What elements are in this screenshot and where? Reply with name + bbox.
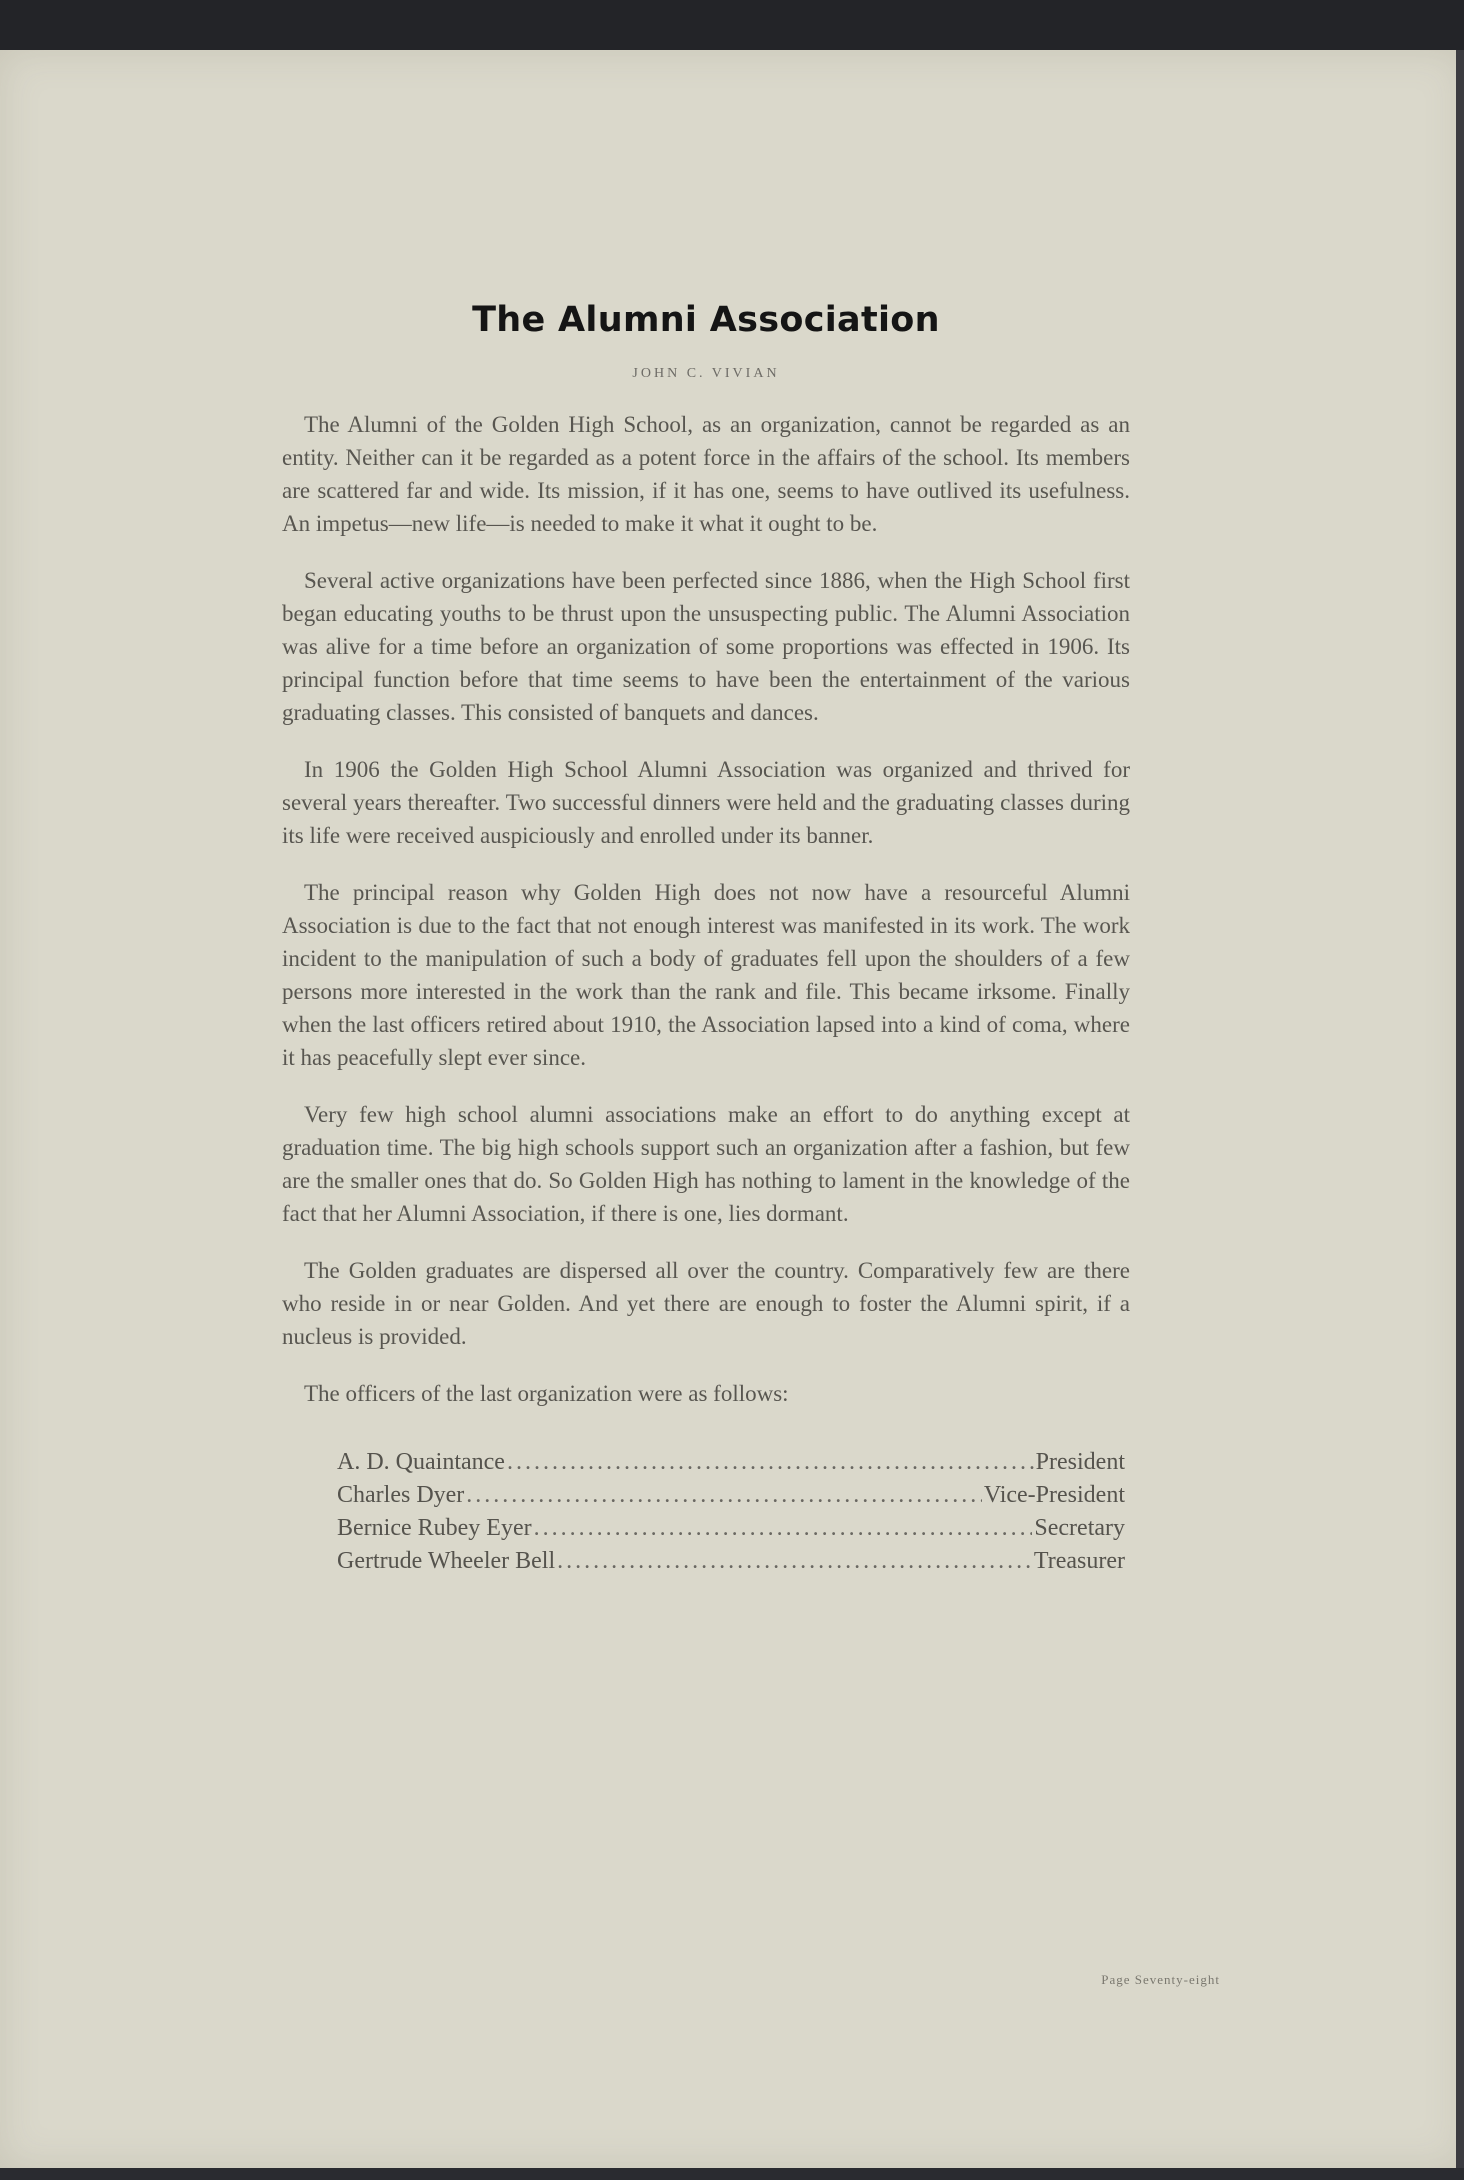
author-byline: JOHN C. VIVIAN (632, 366, 780, 381)
paragraph: Several active organizations have been perfected since 1886, when the High School first began educating youths to be thrust upon the unsuspecting public. The Alumni Association was alive for a time before an organization of some proportions was effected in 1906. Its principal function before that time seems to have been the entertainment of the various graduating classes. This consisted of banquets and dances. (282, 568, 1130, 725)
officer-role: Secretary (1034, 1515, 1125, 1541)
officer-name: A. D. Quaintance (337, 1449, 505, 1475)
article-title: The Alumni Association (472, 300, 940, 340)
officer-role: President (1035, 1449, 1125, 1475)
paragraph: The principal reason why Golden High does not now have a resourceful Alumni Association is due to the fact that not enough interest was manifested in its work. The work incident to the manipulation of such a body of graduates fell upon the shoulders of a few persons more interested in the work than the rank and file. This became irksome. Finally when the last officers retired about 1910, the Association lapsed into a kind of coma, where it has peacefully slept ever since. (282, 880, 1130, 1070)
officer-row (337, 1545, 1125, 1578)
dot-leader (507, 1446, 1034, 1479)
officer-row (337, 1446, 1125, 1479)
officer-role: Treasurer (1033, 1548, 1125, 1574)
officer-name: Gertrude Wheeler Bell (337, 1548, 556, 1574)
officer-name: Bernice Rubey Eyer (337, 1515, 532, 1541)
dot-leader (557, 1545, 1032, 1578)
officer-row (337, 1479, 1125, 1512)
scan-top-border (0, 0, 1464, 50)
scan-right-border (1456, 50, 1464, 2168)
officer-role: Vice-President (983, 1482, 1125, 1508)
paragraph: Very few high school alumni associations make an effort to do anything except at graduation time. The big high schools support such an organization after a fashion, but few are the smaller ones that do. So Golden High has nothing to lament in the knowledge of the fact that her Alumni Association, if there is one, lies dormant. (282, 1102, 1130, 1226)
dot-leader (466, 1479, 982, 1512)
paragraph: The Golden graduates are dispersed all over the country. Comparatively few are there who reside in or near Golden. And yet there are enough to foster the Alumni spirit, if a nucleus is provided. (282, 1258, 1130, 1349)
officer-name: Charles Dyer (337, 1482, 465, 1508)
page-number: Page Seventy-eight (1101, 1972, 1220, 1987)
paragraph: The officers of the last organization were as follows: (304, 1381, 789, 1406)
officer-row (337, 1512, 1125, 1545)
article (282, 300, 1130, 1578)
dot-leader (534, 1512, 1033, 1545)
paragraph: The Alumni of the Golden High School, as an organization, cannot be regarded as an entity. Neither can it be regarded as a potent force in the affairs of the school. Its members are scattered far and wide. Its mission, if it has one, seems to have outlived its usefulness. An impetus—new life—is needed to make it what it ought to be. (282, 412, 1130, 536)
officers-list (337, 1446, 1125, 1578)
paragraph: In 1906 the Golden High School Alumni Association was organized and thrived for several years thereafter. Two successful dinners were held and the graduating classes during its life were received auspiciously and enrolled under its banner. (282, 757, 1130, 848)
